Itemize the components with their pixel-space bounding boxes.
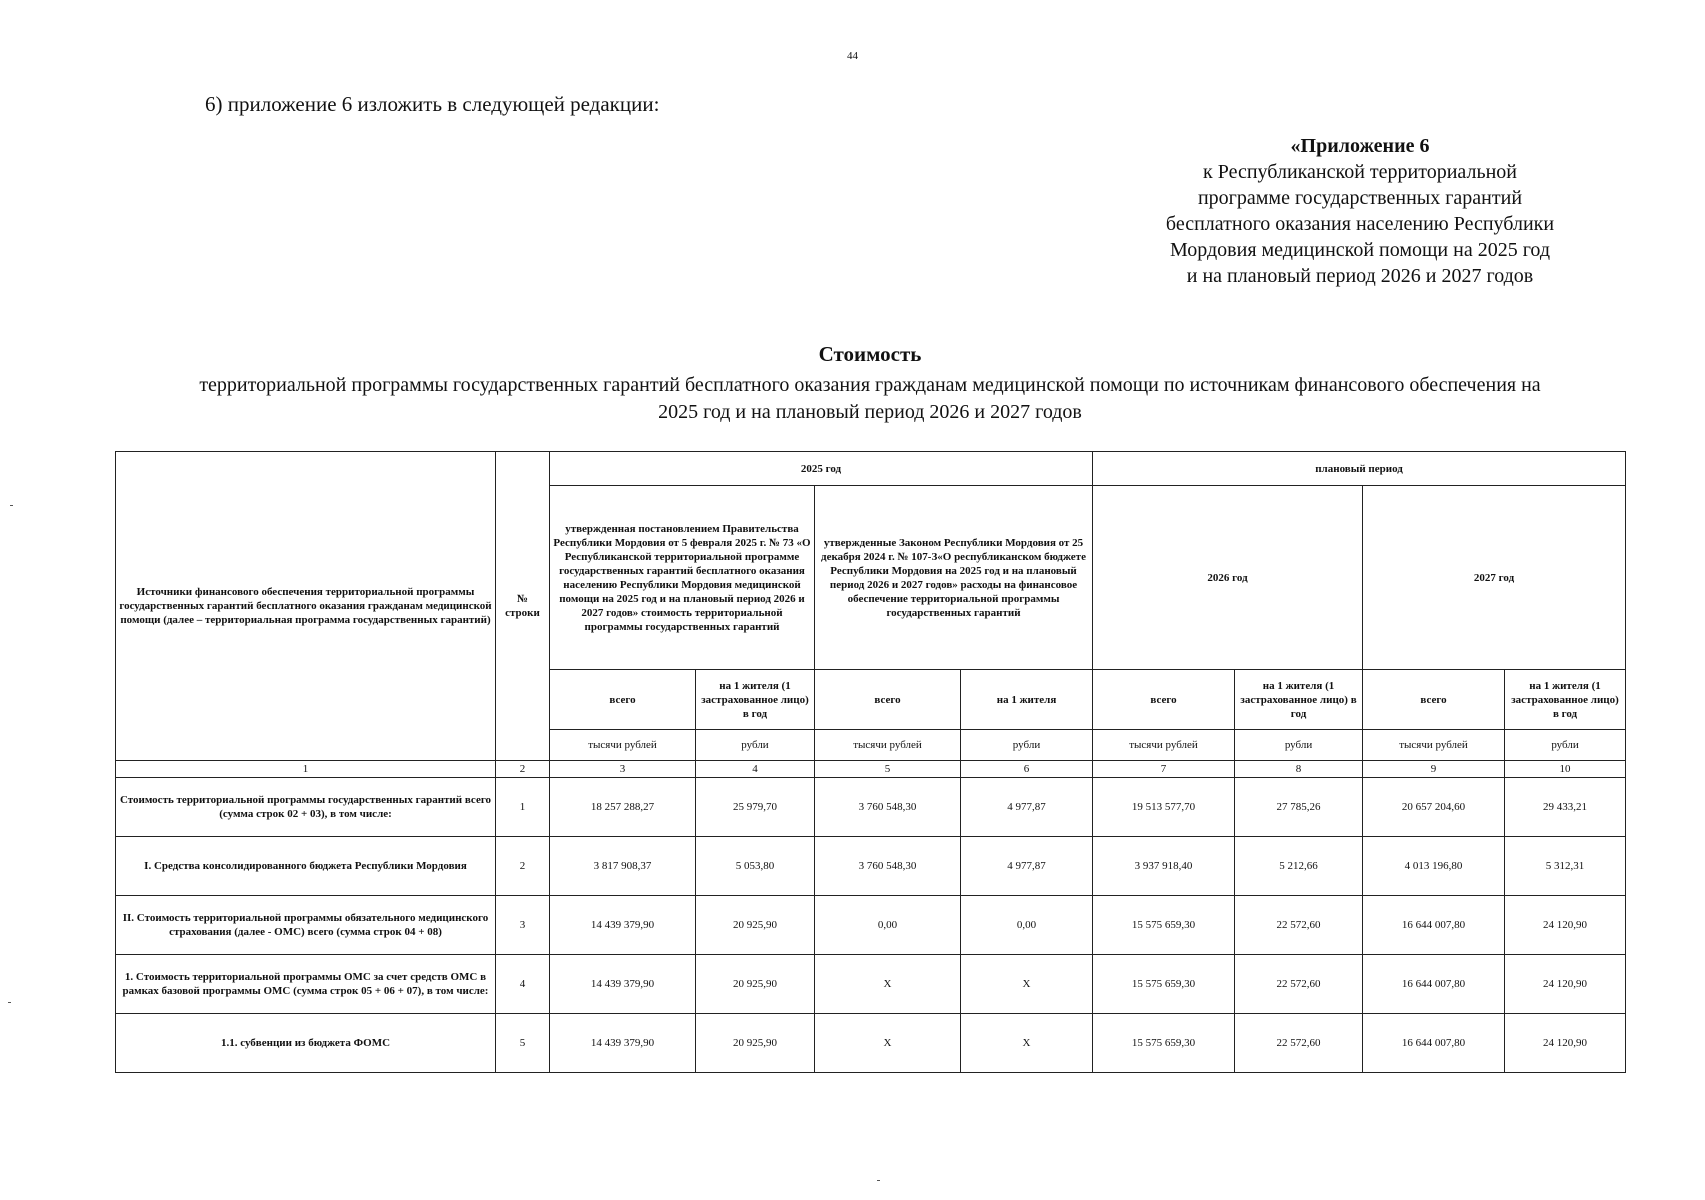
appendix-line: Мордовия медицинской помощи на 2025 год [1169, 239, 1551, 261]
header-per-resident-insured: на 1 жителя (1 застрахованное лицо) в год [1505, 670, 1626, 730]
table-row [116, 1014, 1626, 1073]
column-number: 9 [1363, 761, 1505, 778]
cell-value: 19 513 577,70 [1093, 778, 1235, 837]
cell-value: 3 760 548,30 [815, 778, 961, 837]
column-number-row [116, 761, 1626, 778]
cell-value: 16 644 007,80 [1363, 896, 1505, 955]
scan-mark [877, 1180, 880, 1181]
cell-value: 24 120,90 [1505, 1014, 1626, 1073]
scan-mark [10, 505, 13, 506]
unit-label: рубли [961, 730, 1093, 761]
header-per-resident: на 1 жителя [961, 670, 1093, 730]
table-row [116, 837, 1626, 896]
unit-label: рубли [696, 730, 815, 761]
subtitle-line: 2025 год и на плановый период 2026 и 2027 годов [658, 401, 1082, 423]
column-number: 3 [550, 761, 696, 778]
cell-value: 15 575 659,30 [1093, 1014, 1235, 1073]
cell-value: 18 257 288,27 [550, 778, 696, 837]
row-source-name: Стоимость территориальной программы государственных гарантий всего (сумма строк 02 + 03), в том числе: [116, 778, 496, 837]
cell-value: 3 817 908,37 [550, 837, 696, 896]
unit-label: тысячи рублей [815, 730, 961, 761]
header-total: всего [1363, 670, 1505, 730]
cell-value: 5 312,31 [1505, 837, 1626, 896]
cell-value: 16 644 007,80 [1363, 955, 1505, 1014]
cell-value: 15 575 659,30 [1093, 955, 1235, 1014]
cell-value: 25 979,70 [696, 778, 815, 837]
cell-value: 20 925,90 [696, 955, 815, 1014]
cell-value: 22 572,60 [1235, 896, 1363, 955]
header-total: всего [815, 670, 961, 730]
column-number: 7 [1093, 761, 1235, 778]
row-number: 3 [496, 896, 550, 955]
unit-label: рубли [1235, 730, 1363, 761]
column-number: 6 [961, 761, 1093, 778]
appendix-line: программе государственных гарантий [1197, 187, 1523, 209]
unit-label: тысячи рублей [550, 730, 696, 761]
cell-value: 22 572,60 [1235, 955, 1363, 1014]
column-number: 4 [696, 761, 815, 778]
unit-label: рубли [1505, 730, 1626, 761]
cell-value: 4 977,87 [961, 778, 1093, 837]
column-number: 5 [815, 761, 961, 778]
appendix-line: бесплатного оказания населению Республики [1165, 213, 1555, 235]
row-source-name: II. Стоимость территориальной программы обязательного медицинского страхования (далее - ОМС) всего (сумма строк 04 + 08) [116, 896, 496, 955]
header-year-2027: 2027 год [1363, 486, 1626, 670]
table-row [116, 955, 1626, 1014]
cell-value: 4 977,87 [961, 837, 1093, 896]
header-sources: Источники финансового обеспечения территориальной программы государственных гарантий бесплатного оказания гражданам медицинской помощи (далее – территориальная программа государственных гарантий) [116, 452, 496, 761]
table-row [116, 778, 1626, 837]
intro-text: 6) приложение 6 изложить в следующей редакции: [205, 92, 660, 116]
header-approved-resolution: утвержденная постановлением Правительства Республики Мордовия от 5 февраля 2025 г. № 73 «О Республиканской территориальной программе государственных гарантий бесплатного оказания населению Республики Мордовия медицинской помощи на 2025 год и на плановый период 2026 и 2027 годов» стоимость территориальной программы государственных гарантий [550, 486, 815, 670]
row-number: 1 [496, 778, 550, 837]
cell-value: 22 572,60 [1235, 1014, 1363, 1073]
cell-value: 5 053,80 [696, 837, 815, 896]
cell-value: 20 925,90 [696, 1014, 815, 1073]
cell-value: 3 937 918,40 [1093, 837, 1235, 896]
header-per-resident-insured: на 1 жителя (1 застрахованное лицо) в год [1235, 670, 1363, 730]
header-total: всего [550, 670, 696, 730]
column-number: 10 [1505, 761, 1626, 778]
subtitle-line: территориальной программы государственных гарантий бесплатного оказания гражданам медицинской помощи по источникам финансового обеспечения на [199, 374, 1541, 396]
header-approved-law: утвержденные Законом Республики Мордовия от 25 декабря 2024 г. № 107-З«О республиканском бюджете Республики Мордовия на 2025 год и на плановый период 2026 и 2027 годов» расходы на финансовое обеспечение территориальной программы государственных гарантий [815, 486, 1093, 670]
unit-label: тысячи рублей [1093, 730, 1235, 761]
header-total: всего [1093, 670, 1235, 730]
page-number: 44 [847, 50, 858, 62]
cell-value: 24 120,90 [1505, 896, 1626, 955]
appendix-line: к Республиканской территориальной [1203, 161, 1517, 183]
cell-value: 0,00 [815, 896, 961, 955]
cell-value: X [815, 955, 961, 1014]
appendix-title: «Приложение 6 [1290, 135, 1430, 157]
row-source-name: I. Средства консолидированного бюджета Республики Мордовия [116, 837, 496, 896]
cell-value: 14 439 379,90 [550, 1014, 696, 1073]
header-per-resident-insured: на 1 жителя (1 застрахованное лицо) в год [696, 670, 815, 730]
header-year-2026: 2026 год [1093, 486, 1363, 670]
cell-value: X [961, 1014, 1093, 1073]
cell-value: 15 575 659,30 [1093, 896, 1235, 955]
cell-value: 20 925,90 [696, 896, 815, 955]
row-source-name: 1. Стоимость территориальной программы ОМС за счет средств ОМС в рамках базовой программы ОМС (сумма строк 05 + 06 + 07), в том числе: [116, 955, 496, 1014]
cell-value: 29 433,21 [1505, 778, 1626, 837]
cell-value: 5 212,66 [1235, 837, 1363, 896]
cell-value: X [961, 955, 1093, 1014]
cell-value: 20 657 204,60 [1363, 778, 1505, 837]
unit-label: тысячи рублей [1363, 730, 1505, 761]
appendix-line: и на плановый период 2026 и 2027 годов [1186, 265, 1534, 287]
table-row [116, 896, 1626, 955]
header-year-2025: 2025 год [550, 452, 1093, 486]
appendix-block [1130, 133, 1590, 289]
scan-mark [8, 1002, 11, 1003]
cell-value: 16 644 007,80 [1363, 1014, 1505, 1073]
cell-value: 14 439 379,90 [550, 896, 696, 955]
cell-value: 24 120,90 [1505, 955, 1626, 1014]
document-subtitle [110, 372, 1630, 426]
row-number: 4 [496, 955, 550, 1014]
row-source-name: 1.1. субвенции из бюджета ФОМС [116, 1014, 496, 1073]
column-number: 2 [496, 761, 550, 778]
row-number: 5 [496, 1014, 550, 1073]
cell-value: X [815, 1014, 961, 1073]
document-title: Стоимость [818, 342, 922, 366]
cell-value: 3 760 548,30 [815, 837, 961, 896]
column-number: 1 [116, 761, 496, 778]
cell-value: 27 785,26 [1235, 778, 1363, 837]
header-row-no: № строки [496, 452, 550, 761]
header-planned-period: плановый период [1093, 452, 1626, 486]
cell-value: 14 439 379,90 [550, 955, 696, 1014]
cell-value: 0,00 [961, 896, 1093, 955]
cell-value: 4 013 196,80 [1363, 837, 1505, 896]
column-number: 8 [1235, 761, 1363, 778]
cost-table [115, 451, 1626, 1073]
row-number: 2 [496, 837, 550, 896]
